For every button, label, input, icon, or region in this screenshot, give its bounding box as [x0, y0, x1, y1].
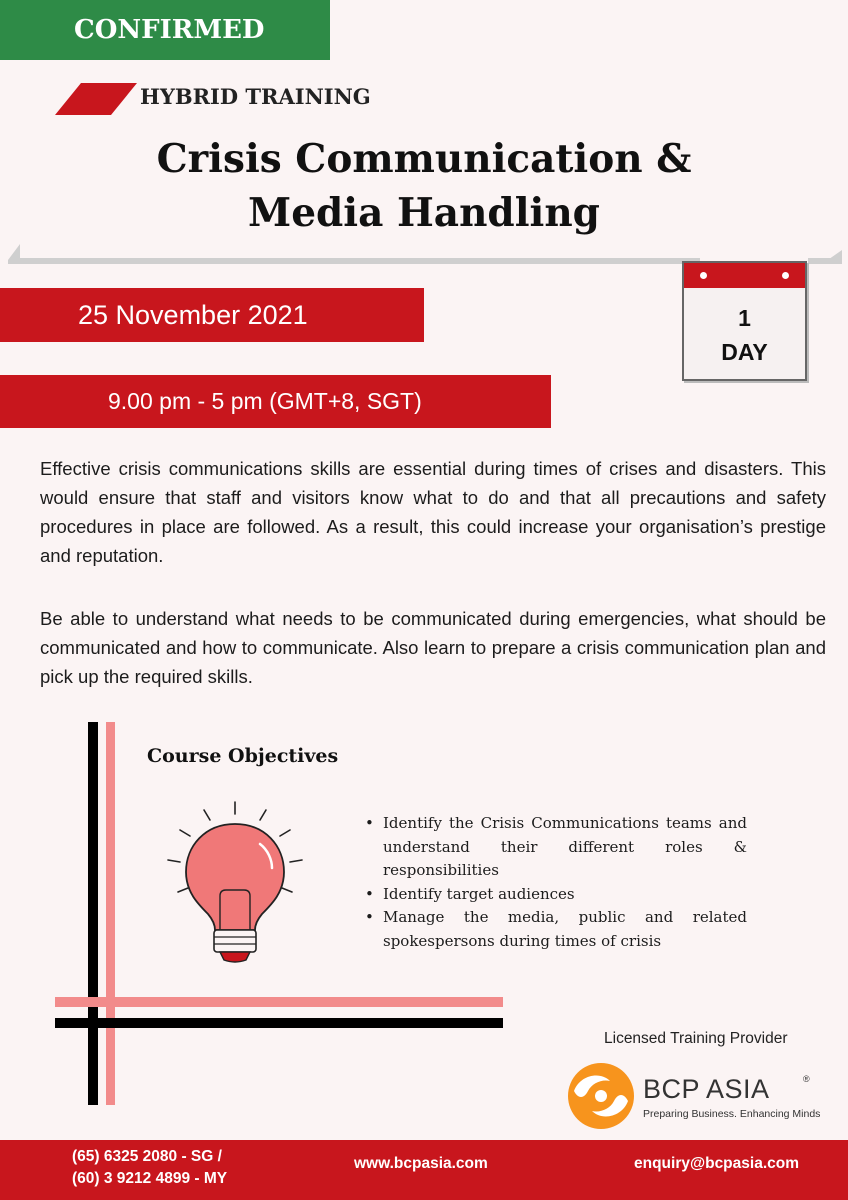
status-badge: CONFIRMED — [0, 0, 330, 60]
duration-number: 1 — [738, 305, 751, 331]
calendar-ring-right-icon — [782, 272, 789, 279]
description-paragraph-1: Effective crisis communications skills are essential during times of crises and disasters. This would ensure that staff and visitors know what to do and that all precautions and safety procedures in place are followed. As a result, this could increase your organisation’s prestige and reputation. — [40, 458, 826, 566]
list-item: • Manage the media, public and related spokespersons during times of crisis — [360, 906, 747, 953]
list-item: • Identify target audiences — [360, 883, 747, 907]
logo-tagline: Preparing Business. Enhancing Minds — [643, 1108, 821, 1120]
objectives-title: Course Objectives — [147, 745, 339, 767]
footer-website-link[interactable]: www.bcpasia.com — [354, 1155, 488, 1172]
frame-line-horizontal-black — [55, 1018, 503, 1028]
list-item: • Identify the Crisis Communications teams and understand their different roles & responsibilities — [360, 812, 747, 883]
lightbulb-icon — [160, 800, 310, 968]
training-type: HYBRID TRAINING — [140, 84, 371, 109]
duration-unit: DAY — [721, 339, 768, 365]
calendar-ring-left-icon — [700, 272, 707, 279]
provider-label: Licensed Training Provider — [604, 1030, 788, 1047]
parallelogram-decoration-icon — [55, 83, 137, 115]
objectives-list — [360, 812, 747, 953]
description-paragraph-2: Be able to understand what needs to be communicated during emergencies, what should be communicated and how to communicate. Also learn to prepare a crisis communication plan and pick up the required skills. — [40, 608, 826, 687]
time-bar: 9.00 pm - 5 pm (GMT+8, SGT) — [0, 375, 551, 428]
bcp-asia-logo-icon — [566, 1061, 636, 1131]
title-line-1: Crisis Communication & — [156, 136, 692, 182]
frame-line-horizontal-pink — [55, 997, 503, 1007]
footer — [0, 1140, 848, 1200]
date-bar: 25 November 2021 — [0, 288, 424, 342]
page-title — [0, 132, 848, 240]
footer-phone-sg[interactable]: (65) 6325 2080 - SG / — [72, 1148, 222, 1165]
footer-email-link[interactable]: enquiry@bcpasia.com — [634, 1155, 799, 1172]
calendar-duration — [682, 261, 807, 381]
logo-name: BCP ASIA — [643, 1074, 770, 1104]
frame-line-vertical-black — [88, 722, 98, 1105]
frame-line-vertical-pink — [106, 722, 115, 1105]
footer-phone-my[interactable]: (60) 3 9212 4899 - MY — [72, 1170, 228, 1187]
logo-registered-mark: ® — [803, 1074, 810, 1084]
title-line-2: Media Handling — [248, 190, 600, 236]
